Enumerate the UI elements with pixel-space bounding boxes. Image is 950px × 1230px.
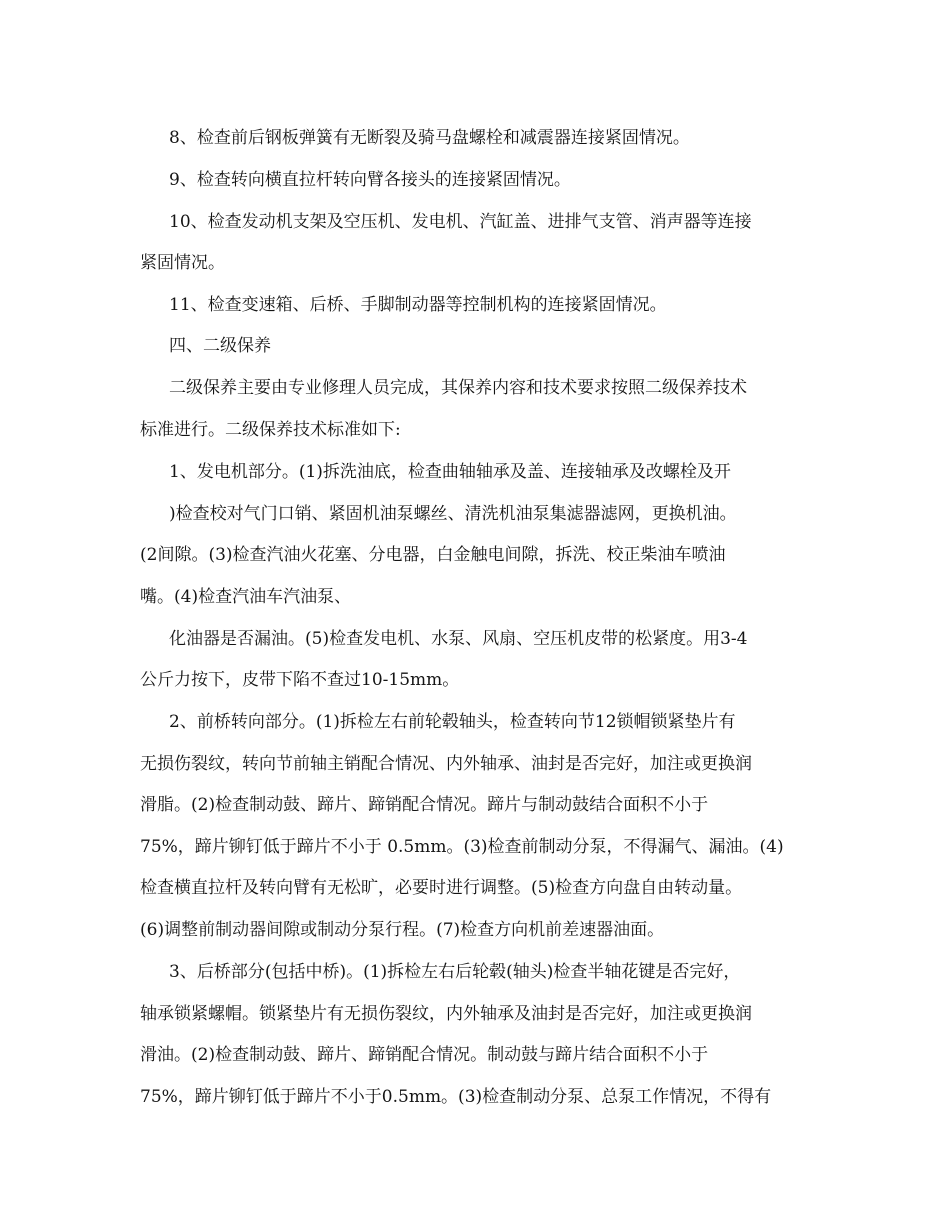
text-line: 8、检查前后钢板弹簧有无断裂及骑马盘螺栓和减震器连接紧固情况。 [169, 128, 690, 148]
text-line: 紧固情况。 [140, 253, 225, 273]
text-line: 无损伤裂纹，转向节前轴主销配合情况、内外轴承、油封是否完好，加注或更换润 [140, 754, 752, 774]
text-line: (2间隙。(3)检查汽油火花塞、分电器，白金触电间隙，拆洗、校正柴油车喷油 [140, 545, 726, 565]
text-line: 轴承锁紧螺帽。锁紧垫片有无损伤裂纹，内外轴承及油封是否完好，加注或更换润 [140, 1004, 752, 1024]
text-line: (6)调整前制动器间隙或制动分泵行程。(7)检查方向机前差速器油面。 [140, 920, 665, 940]
text-line: 3、后桥部分(包括中桥)。(1)拆检左右后轮毂(轴头)检查半轴花键是否完好， [169, 962, 741, 982]
section-heading: 四、二级保养 [169, 336, 271, 356]
text-line: 1、发电机部分。(1)拆洗油底，检查曲轴轴承及盖、连接轴承及改螺栓及开 [169, 462, 731, 482]
text-line: 标准进行。二级保养技术标准如下: [140, 420, 401, 440]
text-line: 滑油。(2)检查制动鼓、蹄片、蹄销配合情况。制动鼓与蹄片结合面积不小于 [140, 1045, 709, 1065]
text-line: 10、检查发动机支架及空压机、发电机、汽缸盖、进排气支管、消声器等连接 [169, 212, 752, 232]
text-line: 75%，蹄片铆钉低于蹄片不小于0.5mm。(3)检查制动分泵、总泵工作情况，不得有 [140, 1087, 772, 1107]
text-line: 滑脂。(2)检查制动鼓、蹄片、蹄销配合情况。蹄片与制动鼓结合面积不小于 [140, 795, 709, 815]
text-line: 嘴。(4)检查汽油车汽油泵、 [140, 587, 352, 607]
text-line: 11、检查变速箱、后桥、手脚制动器等控制机构的连接紧固情况。 [169, 295, 667, 315]
text-line: 公斤力按下，皮带下陷不查过10-15mm。 [140, 670, 460, 690]
text-line: 2、前桥转向部分。(1)拆检左右前轮毂轴头，检查转向节12锁帽锁紧垫片有 [169, 712, 736, 732]
text-line: 二级保养主要由专业修理人员完成，其保养内容和技术要求按照二级保养技术 [169, 378, 747, 398]
text-line: 9、检查转向横直拉杆转向臂各接头的连接紧固情况。 [169, 170, 571, 190]
text-line: 化油器是否漏油。(5)检查发电机、水泵、风扇、空压机皮带的松紧度。用3-4 [169, 629, 748, 649]
text-line: 75%，蹄片铆钉低于蹄片不小于 0.5mm。(3)检查前制动分泵，不得漏气、漏油。(4) [140, 837, 784, 857]
text-line: 检查横直拉杆及转向臂有无松旷，必要时进行调整。(5)检查方向盘自由转动量。 [140, 878, 743, 898]
text-line: )检查校对气门口销、紧固机油泵螺丝、清洗机油泵集滤器滤网，更换机油。 [169, 504, 737, 524]
